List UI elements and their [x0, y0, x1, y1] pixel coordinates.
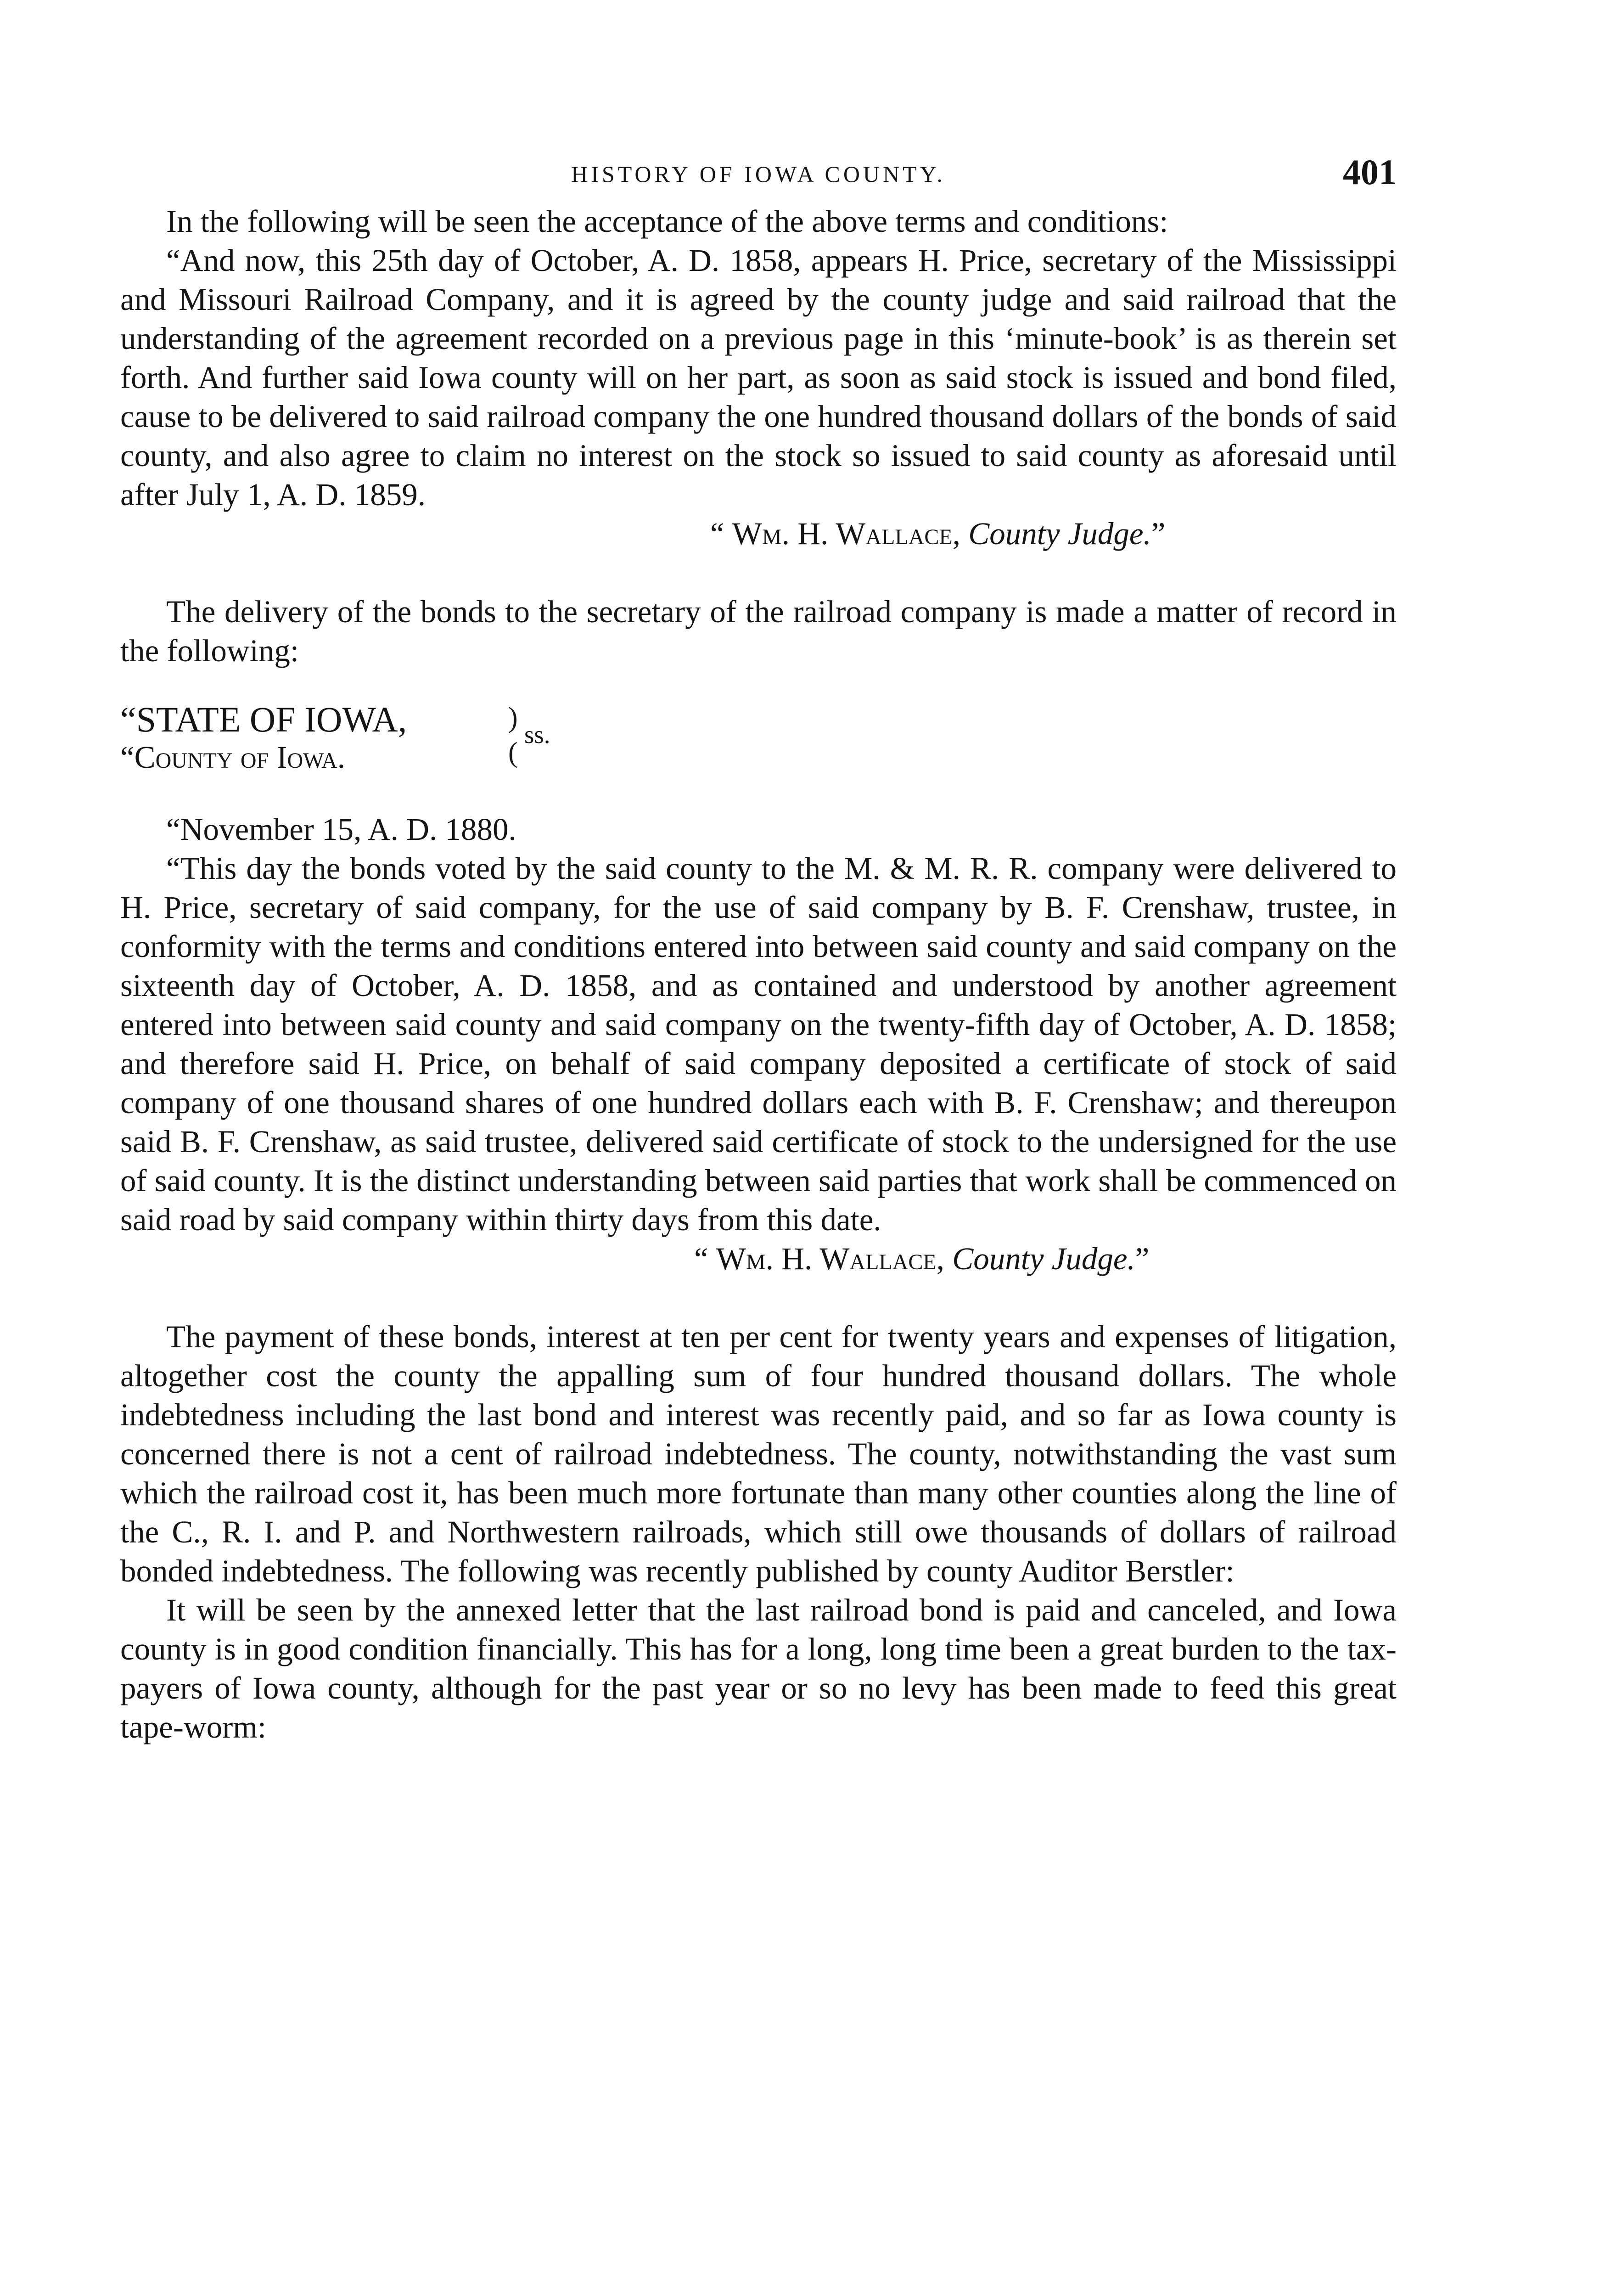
- payment-paragraph: The payment of these bonds, interest at ten per cent for twenty years and expenses of litigation, altogether cost the county the appalling sum of four hundred thousand dollars. The whole indebtedness including the last bond and interest was recently paid, and so far as Iowa county is concerned there is not a cent of railroad indebtedness. The county, notwithstanding the vast sum which the railroad cost it, has been much more fortunate than many other counties along the line of the C., R. I. and P. and Northwestern railroads, which still owe thousands of dollars of railroad bonded indebtedness. The following was recently published by county Auditor Berstler:: [120, 1319, 1397, 1588]
- section-spacer: [120, 1278, 1397, 1317]
- signature-close-quote: ”: [1151, 516, 1166, 551]
- signature-title: County Judge.: [952, 1241, 1135, 1276]
- page-header: [120, 152, 1397, 202]
- signature-open-quote: “: [694, 1241, 708, 1276]
- venue-state: “STATE OF IOWA,: [120, 699, 407, 739]
- county-judge-signature-2: [120, 1239, 1397, 1278]
- signature-close-quote: ”: [1135, 1241, 1150, 1276]
- signature-name: Wm. H. Wallace,: [716, 1241, 944, 1276]
- signature-title: County Judge.: [968, 516, 1151, 551]
- intro-paragraph: In the following will be seen the acceptance of the above terms and conditions:: [166, 204, 1168, 239]
- venue-ss: ss.: [524, 720, 550, 748]
- document-page: [120, 152, 1397, 1747]
- auditor-paragraph: It will be seen by the annexed letter that the last railroad bond is paid and canceled, and Iowa county is in good condition financially. This has for a long, long time been a great burden to the tax-payers of Iowa county, although for the past year or so no levy has been made to feed this great tape-worm:: [120, 1593, 1397, 1745]
- delivery-paragraph: The delivery of the bonds to the secretary of the railroad company is made a matter of record in the following:: [120, 594, 1397, 668]
- section-spacer: [120, 670, 1397, 699]
- section-spacer: [120, 782, 1397, 810]
- section-spacer: [120, 553, 1397, 592]
- acceptance-quote: “And now, this 25th day of October, A. D. 1858, appears H. Price, secretary of the Mississippi and Missouri Railroad Company, and it is agreed by the county judge and said railroad that the understanding of the agreement recorded on a previous page in this ‘minute-book’ is as therein set forth. And further said Iowa county will on her part, as soon as said stock is issued and bond filed, cause to be delivered to said railroad company the one hundred thousand dollars of the bonds of said county, and also agree to claim no interest on the stock so issued to said county as aforesaid until after July 1, A. D. 1859.: [120, 243, 1397, 512]
- page-number: 401: [1343, 152, 1397, 192]
- venue-brace-bottom: (: [508, 737, 518, 768]
- delivery-record-quote: “This day the bonds voted by the said county to the M. & M. R. R. company were delivered to H. Price, secretary of said company, for the use of said company by B. F. Crenshaw, trustee, in conformity with the terms and conditions entered into between said county and said company on the sixteenth day of October, A. D. 1858, and as contained and understood by another agreement entered into between said county and said company on the twenty-fifth day of October, A. D. 1858; and therefore said H. Price, on behalf of said company deposited a certificate of stock of said company of one thousand shares of one hundred dollars each with B. F. Crenshaw; and thereupon said B. F. Crenshaw, as said trustee, delivered said certificate of stock to the undersigned for the use of said county. It is the distinct understanding between said parties that work shall be commenced on said road by said company within thirty days from this date.: [120, 851, 1397, 1237]
- county-judge-signature: [120, 514, 1397, 553]
- venue-brace-top: ): [508, 702, 518, 733]
- record-date: “November 15, A. D. 1880.: [166, 812, 516, 847]
- venue-block: [120, 699, 1397, 782]
- venue-county: “County of Iowa.: [120, 740, 346, 775]
- running-title: HISTORY OF IOWA COUNTY.: [571, 161, 946, 187]
- signature-open-quote: “: [710, 516, 724, 551]
- signature-name: Wm. H. Wallace,: [732, 516, 960, 551]
